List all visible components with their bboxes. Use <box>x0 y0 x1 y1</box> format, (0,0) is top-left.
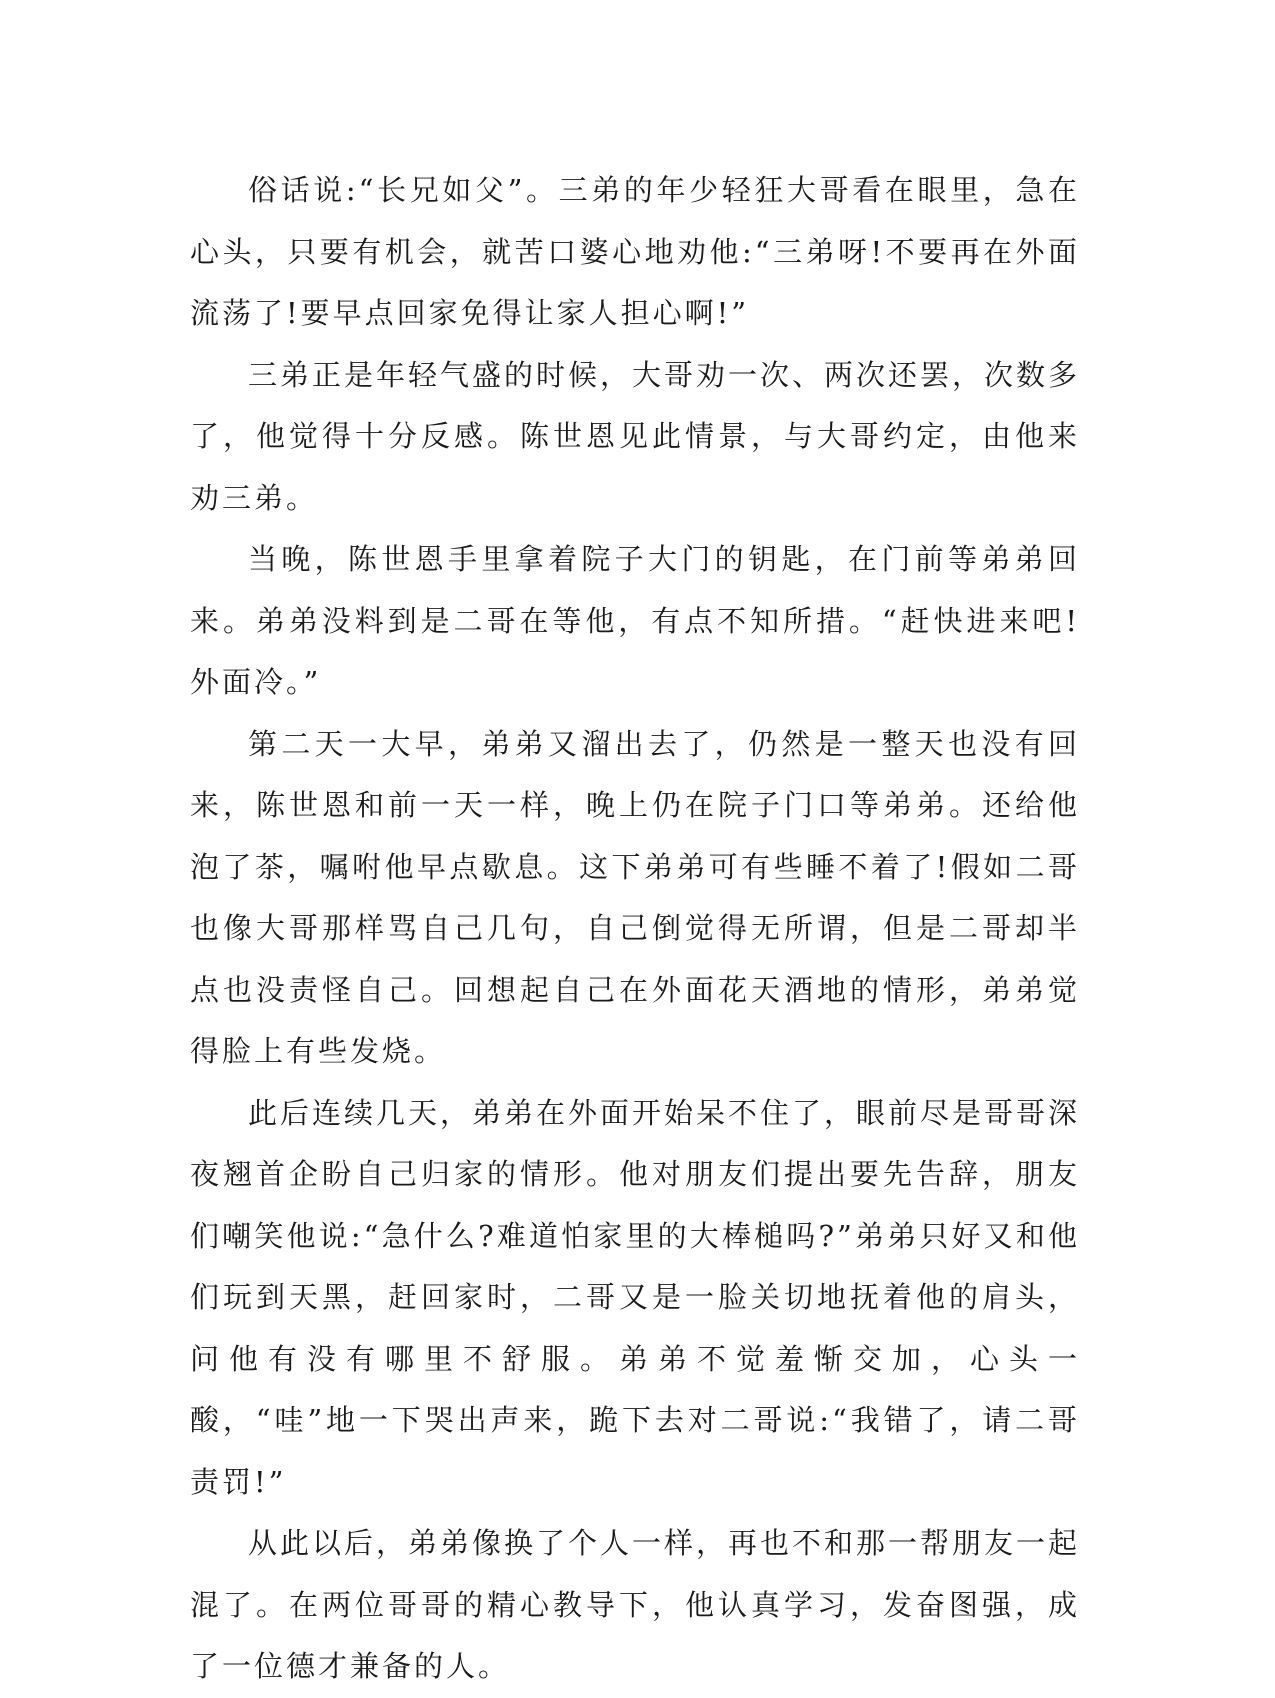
paragraph-4: 第二天一大早，弟弟又溜出去了，仍然是一整天也没有回来，陈世恩和前一天一样，晚上仍在院子门口等弟弟。还给他泡了茶，嘱咐他早点歇息。这下弟弟可有些睡不着了!假如二哥也像大哥那样骂自己几句，自己倒觉得无所谓，但是二哥却半点也没责怪自己。回想起自己在外面花天酒地的情形，弟弟觉得脸上有些发烧。 <box>190 726 1080 1068</box>
paragraph-5: 此后连续几天，弟弟在外面开始呆不住了，眼前尽是哥哥深夜翘首企盼自己归家的情形。他对朋友们提出要先告辞，朋友们嘲笑他说:“急什么?难道怕家里的大棒槌吗?”弟弟只好又和他们玩到天黑，赶回家时，二哥又是一脸关切地抚着他的肩头，问他有没有哪里不舒服。弟弟不觉羞惭交加，心头一酸，“哇”地一下哭出声来，跪下去对二哥说:“我错了，请二哥责罚!” <box>190 1095 1081 1499</box>
document-body <box>190 160 1080 1698</box>
paragraph-1: 俗话说:“长兄如父”。三弟的年少轻狂大哥看在眼里，急在心头，只要有机会，就苦口婆心地劝他:“三弟呀!不要再在外面流荡了!要早点回家免得让家人担心啊!” <box>190 173 1080 330</box>
paragraph-6: 从此以后，弟弟像换了个人一样，再也不和那一帮朋友一起混了。在两位哥哥的精心教导下，他认真学习，发奋图强，成了一位德才兼备的人。 <box>190 1526 1081 1683</box>
paragraph-3: 当晚，陈世恩手里拿着院子大门的钥匙，在门前等弟弟回来。弟弟没料到是二哥在等他，有点不知所措。“赶快进来吧!外面冷。” <box>190 542 1080 699</box>
paragraph-2: 三弟正是年轻气盛的时候，大哥劝一次、两次还罢，次数多了，他觉得十分反感。陈世恩见此情景，与大哥约定，由他来劝三弟。 <box>190 357 1081 515</box>
